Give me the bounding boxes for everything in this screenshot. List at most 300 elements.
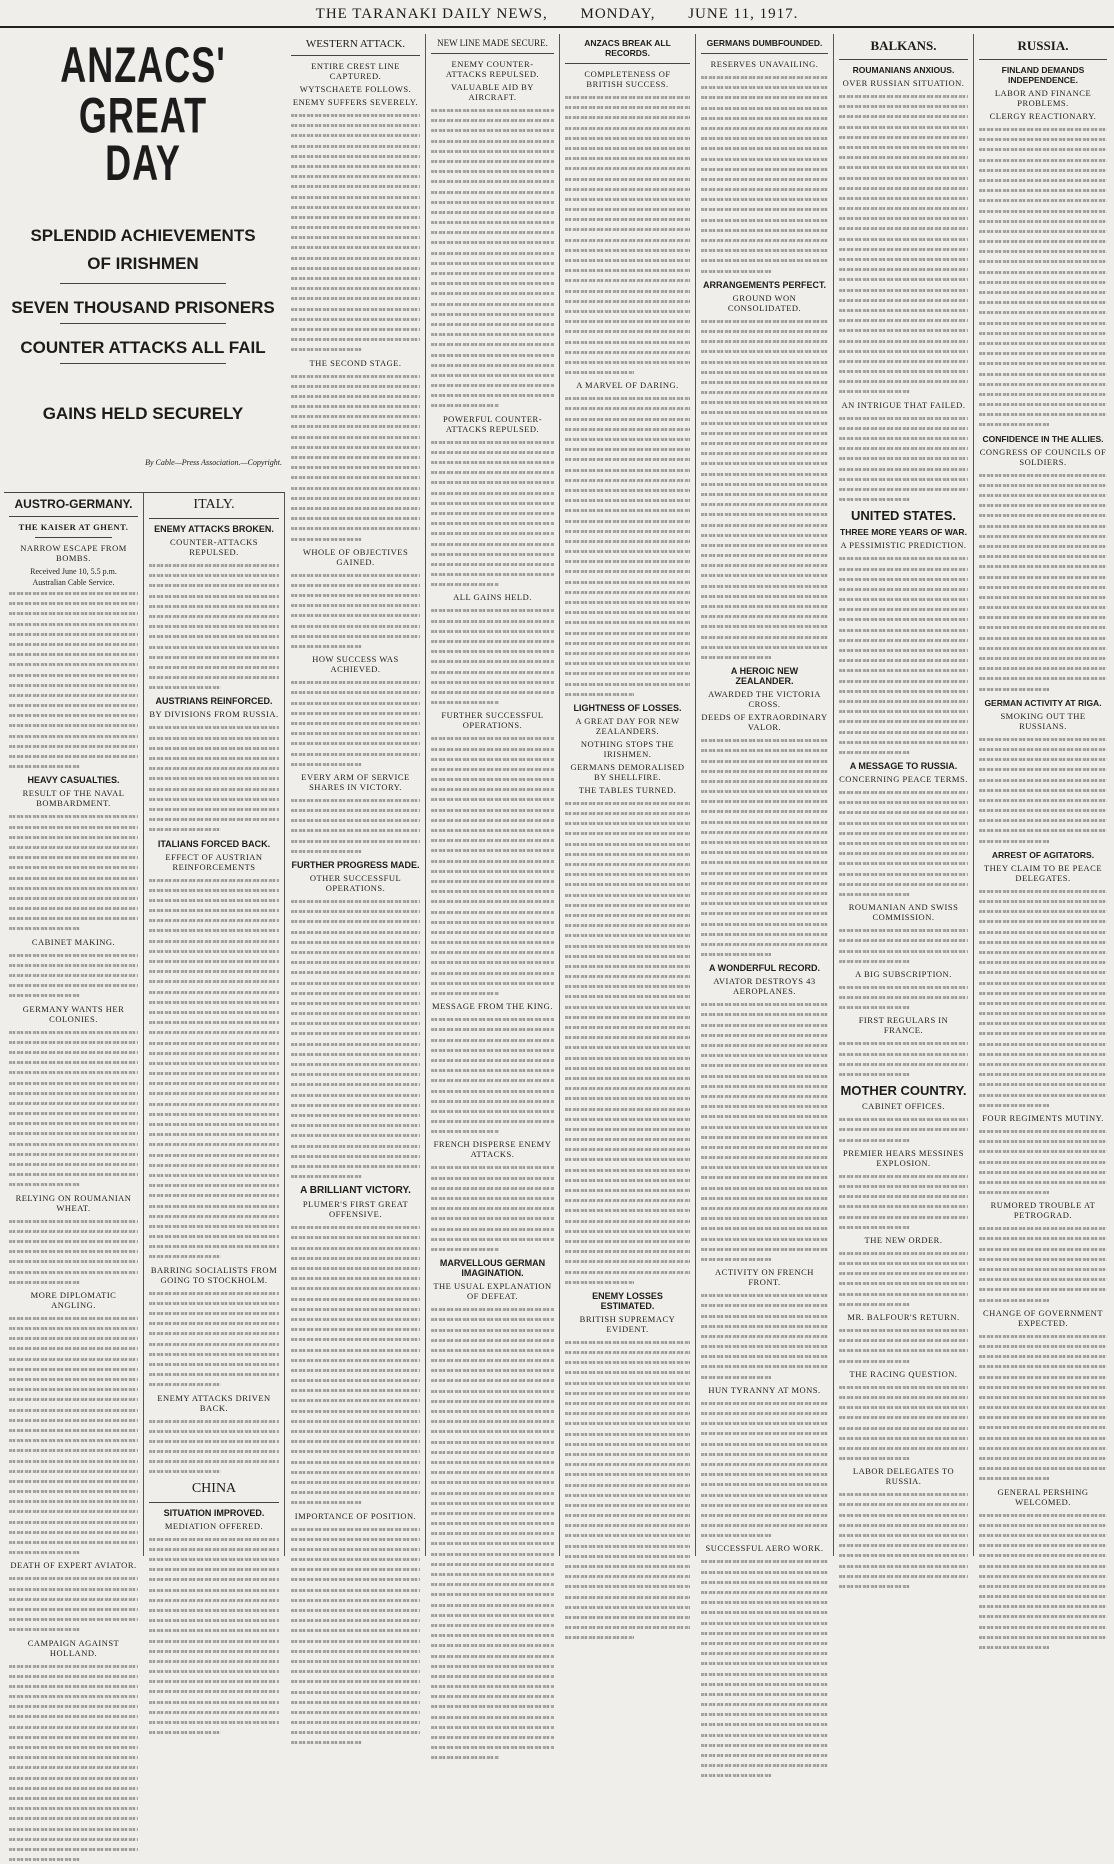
text-line — [431, 278, 554, 288]
text-line — [701, 1162, 828, 1172]
text-line — [9, 1226, 138, 1236]
text-line — [839, 1248, 968, 1258]
text-line — [979, 1433, 1107, 1443]
text-line — [565, 587, 690, 597]
text-line — [839, 1212, 968, 1222]
article-body — [291, 896, 420, 1181]
text-line — [701, 847, 828, 857]
text-line — [565, 403, 690, 413]
text-line — [565, 900, 690, 910]
text-line — [701, 837, 828, 847]
text-line — [291, 1656, 420, 1666]
text-line — [565, 1093, 690, 1103]
text-line — [565, 526, 690, 536]
text-line — [431, 258, 554, 268]
subhead: BY DIVISIONS FROM RUSSIA. — [149, 709, 279, 719]
text-line — [701, 489, 828, 499]
article-body — [291, 795, 420, 856]
text-line — [979, 1601, 1107, 1611]
text-line — [291, 698, 420, 708]
text-line — [291, 273, 420, 283]
deck-3: COUNTER ATTACKS ALL FAIL — [4, 338, 282, 358]
text-line — [431, 886, 554, 896]
text-line — [565, 1449, 690, 1459]
text-line — [431, 539, 554, 549]
text-line — [149, 987, 279, 997]
text-line — [839, 1201, 968, 1211]
text-line — [839, 1561, 968, 1571]
article-body — [701, 1290, 828, 1382]
text-line — [291, 1737, 362, 1747]
text-line — [431, 1035, 554, 1045]
text-line — [979, 500, 1107, 510]
text-line — [9, 1027, 138, 1037]
text-line — [839, 1499, 968, 1509]
text-line — [9, 1108, 138, 1118]
text-line — [291, 314, 420, 324]
text-line — [839, 443, 968, 453]
text-line — [565, 434, 690, 444]
text-line — [979, 785, 1107, 795]
text-line — [291, 1345, 420, 1355]
text-line — [291, 1222, 420, 1232]
text-line — [431, 1701, 554, 1711]
text-line — [839, 665, 968, 675]
deck-4: GAINS HELD SECURELY — [4, 404, 282, 424]
text-line — [291, 1436, 420, 1446]
text-line — [9, 1742, 138, 1752]
rule — [149, 1502, 279, 1503]
text-line — [149, 682, 221, 692]
text-line — [839, 645, 968, 655]
column-russia — [974, 34, 1112, 1556]
text-line — [565, 798, 690, 808]
section-title: MOTHER COUNTRY. — [839, 1083, 968, 1098]
section-title: FURTHER PROGRESS MADE. — [291, 860, 420, 870]
rule — [701, 53, 828, 54]
text-line — [149, 1564, 279, 1574]
text-line — [565, 1561, 690, 1571]
text-line — [701, 878, 828, 888]
text-line — [979, 643, 1107, 653]
text-line — [431, 1314, 554, 1324]
text-line — [431, 733, 554, 743]
text-line — [291, 1697, 420, 1707]
text-line — [701, 479, 828, 489]
text-line — [291, 1304, 420, 1314]
article-body — [149, 560, 279, 692]
text-line — [149, 1574, 279, 1584]
text-line — [291, 1100, 420, 1110]
text-line — [291, 1727, 420, 1737]
text-line — [431, 176, 554, 186]
text-line — [701, 1311, 828, 1321]
article-body — [839, 1382, 968, 1464]
text-line — [431, 1640, 554, 1650]
text-line — [431, 1045, 554, 1055]
text-line — [431, 1477, 554, 1487]
text-line — [565, 255, 690, 265]
text-line — [149, 1170, 279, 1180]
text-line — [839, 676, 968, 686]
text-line — [431, 1559, 554, 1569]
text-line — [565, 890, 690, 900]
text-line — [431, 125, 554, 135]
subhead: A BIG SUBSCRIPTION. — [839, 969, 968, 979]
text-line — [839, 244, 968, 254]
text-line — [431, 1096, 554, 1106]
text-line — [839, 1038, 968, 1048]
text-line — [565, 454, 690, 464]
text-line — [979, 1187, 1049, 1197]
article-body — [431, 1162, 554, 1254]
text-line — [839, 315, 968, 325]
subhead: THE KAISER AT GHENT. — [9, 522, 138, 532]
text-line — [839, 1069, 910, 1079]
text-line — [979, 684, 1049, 694]
text-line — [291, 1467, 420, 1477]
text-line — [565, 546, 690, 556]
text-line — [701, 540, 828, 550]
text-line — [701, 266, 771, 276]
text-line — [9, 1456, 138, 1466]
text-line — [839, 1571, 968, 1581]
text-line — [565, 174, 690, 184]
text-line — [839, 433, 968, 443]
text-line — [565, 1592, 690, 1602]
text-line — [9, 1435, 138, 1445]
text-line — [565, 1104, 690, 1114]
text-line — [9, 761, 80, 771]
text-line — [149, 591, 279, 601]
text-line — [979, 592, 1107, 602]
text-line — [701, 367, 828, 377]
text-line — [701, 1567, 828, 1577]
text-line — [565, 1490, 690, 1500]
text-line — [979, 1167, 1107, 1177]
text-line — [701, 387, 828, 397]
text-line — [701, 194, 828, 204]
text-line — [565, 1134, 690, 1144]
text-line — [839, 879, 968, 889]
section-title: BALKANS. — [839, 38, 968, 54]
text-line — [839, 213, 968, 223]
text-line — [701, 1111, 828, 1121]
text-line — [979, 1510, 1107, 1520]
text-line — [149, 1615, 279, 1625]
text-line — [291, 1263, 420, 1273]
text-line — [701, 1597, 828, 1607]
text-line — [979, 805, 1107, 815]
text-line — [565, 679, 690, 689]
subhead: A MARVEL OF DARING. — [565, 380, 690, 390]
text-line — [565, 971, 690, 981]
text-line — [291, 1487, 420, 1497]
text-line — [565, 516, 690, 526]
text-line — [9, 1425, 138, 1435]
subhead: THE NEW ORDER. — [839, 1235, 968, 1245]
article-body — [149, 722, 279, 834]
subhead: MR. BALFOUR'S RETURN. — [839, 1312, 968, 1322]
text-line — [701, 735, 828, 745]
text-line — [149, 1038, 279, 1048]
text-line — [431, 1691, 554, 1701]
text-line — [701, 601, 828, 611]
text-line — [839, 553, 968, 563]
text-line — [291, 1253, 420, 1263]
text-line — [431, 1325, 554, 1335]
article-body — [979, 1510, 1107, 1653]
text-line — [979, 1008, 1107, 1018]
text-line — [9, 1762, 138, 1772]
text-line — [9, 950, 138, 960]
text-line — [9, 1277, 80, 1287]
rule — [9, 516, 138, 517]
text-line — [979, 1146, 1107, 1156]
text-line — [291, 738, 420, 748]
text-line — [149, 875, 279, 885]
text-line — [979, 1361, 1107, 1371]
text-line — [149, 1727, 221, 1737]
text-line — [565, 930, 690, 940]
text-line — [291, 232, 420, 242]
text-line — [839, 1002, 910, 1012]
text-line — [565, 1154, 690, 1164]
text-line — [839, 152, 968, 162]
text-line — [291, 677, 420, 687]
text-line — [839, 818, 968, 828]
text-line — [839, 1181, 968, 1191]
text-line — [565, 991, 690, 1001]
text-line — [979, 1264, 1107, 1274]
text-line — [291, 600, 420, 610]
text-line — [839, 604, 968, 614]
text-line — [565, 286, 690, 296]
text-line — [979, 1412, 1107, 1422]
section-title: ITALIANS FORCED BACK. — [149, 839, 279, 849]
text-line — [431, 687, 554, 697]
text-line — [431, 1055, 554, 1065]
text-line — [979, 754, 1107, 764]
text-line — [701, 1331, 828, 1341]
text-line — [979, 1540, 1107, 1550]
text-line — [431, 1203, 554, 1213]
text-line — [431, 947, 554, 957]
subhead: WHOLE OF OBJECTIVES GAINED. — [291, 547, 420, 567]
text-line — [149, 662, 279, 672]
text-line — [979, 510, 1107, 520]
text-line — [565, 265, 690, 275]
text-line — [291, 283, 420, 293]
text-line — [701, 499, 828, 509]
subhead: CHANGE OF GOVERNMENT EXPECTED. — [979, 1308, 1107, 1328]
text-line — [979, 825, 1107, 835]
text-line — [291, 371, 420, 381]
text-line — [431, 794, 554, 804]
text-line — [565, 1022, 690, 1032]
text-line — [431, 146, 554, 156]
text-line — [979, 916, 1107, 926]
text-line — [291, 1294, 420, 1304]
article-body — [839, 982, 968, 1013]
text-line — [979, 1463, 1107, 1473]
text-line — [291, 1069, 420, 1079]
text-line — [291, 1232, 420, 1242]
text-line — [431, 437, 554, 447]
text-line — [149, 1048, 279, 1058]
text-line — [839, 386, 910, 396]
text-line — [431, 248, 554, 258]
text-line — [9, 649, 138, 659]
text-line — [979, 328, 1107, 338]
text-line — [701, 1428, 828, 1438]
text-line — [701, 632, 828, 642]
text-line — [839, 635, 968, 645]
text-line — [431, 937, 554, 947]
text-line — [701, 326, 828, 336]
text-line — [9, 1844, 138, 1854]
text-line — [149, 794, 279, 804]
text-line — [291, 1676, 420, 1686]
text-line — [431, 988, 499, 998]
text-line — [839, 142, 968, 152]
subhead: GROUND WON CONSOLIDATED. — [701, 293, 828, 313]
text-line — [701, 245, 828, 255]
text-line — [565, 1205, 690, 1215]
text-line — [979, 572, 1107, 582]
text-line — [9, 822, 138, 832]
text-line — [149, 773, 279, 783]
text-line — [565, 648, 690, 658]
text-line — [979, 1079, 1107, 1089]
text-line — [979, 206, 1107, 216]
text-line — [839, 183, 968, 193]
text-line — [979, 896, 1107, 906]
text-line — [431, 1630, 554, 1640]
text-line — [701, 786, 828, 796]
text-line — [701, 397, 828, 407]
article-body — [979, 1223, 1107, 1305]
text-line — [979, 1351, 1107, 1361]
text-line — [431, 1106, 554, 1116]
text-line — [565, 163, 690, 173]
text-line — [839, 706, 968, 716]
text-line — [431, 968, 554, 978]
text-line — [979, 967, 1107, 977]
text-line — [839, 727, 968, 737]
text-line — [431, 774, 554, 784]
text-line — [979, 602, 1107, 612]
text-line — [701, 1679, 828, 1689]
text-line — [9, 608, 138, 618]
text-line — [149, 1190, 279, 1200]
subhead: EVERY ARM OF SERVICE SHARES IN VICTORY. — [291, 772, 420, 792]
text-line — [291, 1544, 420, 1554]
text-line — [979, 906, 1107, 916]
text-line — [839, 101, 968, 111]
text-line — [979, 541, 1107, 551]
text-line — [431, 136, 554, 146]
text-line — [701, 827, 828, 837]
text-line — [979, 246, 1107, 256]
text-line — [149, 824, 221, 834]
subhead: RESULT OF THE NAVAL BOMBARDMENT. — [9, 788, 138, 808]
article-body — [431, 1014, 554, 1136]
text-line — [431, 1014, 554, 1024]
text-line — [9, 873, 138, 883]
article-body — [291, 1524, 420, 1748]
column-austro-germany — [4, 492, 144, 1556]
section-title: LIGHTNESS OF LOSSES. — [565, 703, 690, 713]
text-line — [701, 1719, 828, 1729]
text-line — [431, 957, 554, 967]
text-line — [565, 961, 690, 971]
text-line — [701, 776, 828, 786]
text-line — [701, 1152, 828, 1162]
text-line — [291, 381, 420, 391]
text-line — [9, 1783, 138, 1793]
subhead: OTHER SUCCESSFUL OPERATIONS. — [291, 873, 420, 893]
text-line — [565, 485, 690, 495]
article-body — [291, 570, 420, 652]
text-line — [291, 570, 420, 580]
text-line — [149, 1426, 279, 1436]
text-line — [979, 1372, 1107, 1382]
text-line — [291, 1130, 420, 1140]
text-line — [149, 1078, 279, 1088]
text-line — [9, 1573, 138, 1583]
text-line — [9, 1179, 80, 1189]
text-line — [291, 493, 420, 503]
text-line — [291, 1039, 420, 1049]
text-line — [431, 1651, 554, 1661]
text-line — [701, 357, 828, 367]
text-line — [431, 309, 554, 319]
text-line — [565, 505, 690, 515]
text-line — [701, 530, 828, 540]
section-title: THREE MORE YEARS OF WAR. — [839, 527, 968, 537]
text-line — [839, 1222, 910, 1232]
text-line — [149, 1241, 279, 1251]
text-line — [701, 550, 828, 560]
text-line — [149, 1656, 279, 1666]
text-line — [291, 708, 420, 718]
text-line — [701, 1408, 828, 1418]
section-title: ARREST OF AGITATORS. — [979, 850, 1107, 860]
text-line — [565, 1622, 690, 1632]
text-line — [431, 207, 554, 217]
text-line — [701, 143, 828, 153]
text-line — [9, 1088, 138, 1098]
text-line — [565, 424, 690, 434]
text-line — [839, 1433, 968, 1443]
text-line — [979, 1126, 1107, 1136]
subhead: LABOR DELEGATES TO RUSSIA. — [839, 1466, 968, 1486]
text-line — [839, 1124, 968, 1134]
subhead: GERMANY WANTS HER COLONIES. — [9, 1004, 138, 1024]
text-line — [565, 275, 690, 285]
text-line — [291, 1395, 420, 1405]
text-line — [149, 1339, 279, 1349]
text-line — [839, 234, 968, 244]
text-line — [149, 1221, 279, 1231]
text-line — [149, 976, 279, 986]
text-line — [701, 919, 828, 929]
text-line — [839, 1402, 968, 1412]
text-line — [701, 766, 828, 776]
text-line — [9, 1078, 138, 1088]
text-line — [979, 1059, 1107, 1069]
